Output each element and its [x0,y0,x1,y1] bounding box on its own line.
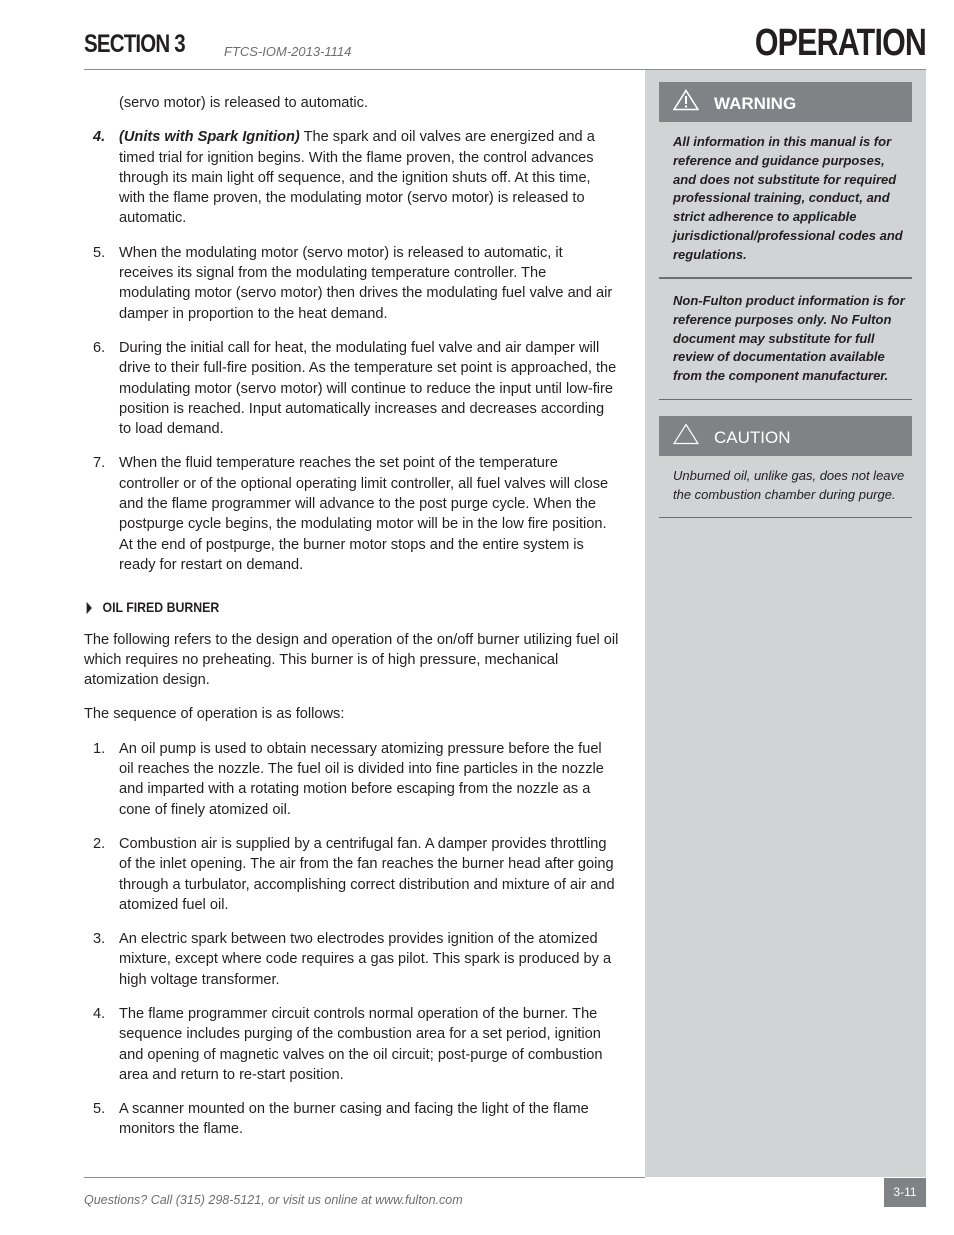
list-item [84,453,619,575]
page-number: 3-11 [884,1178,926,1207]
sequence-list [84,739,619,1140]
list-item [84,127,619,228]
caution-text: Unburned oil, unlike gas, does not leave the combustion chamber during purge. [673,468,905,502]
list-number: 3. [93,931,106,948]
list-item-text: When the fluid temperature reaches the set point of the temperature controller or of the optional operating limit controller, all fuel valves will close and the flame programmer will advance to the post purge cycle. When the postpurge cycle begins, the modulating motor will be in the low fire position. At the end of postpurge, the burner motor stops and the entire system is ready for restart on demand. [119,455,609,573]
list-number: 2. [93,835,106,852]
continued-text: (servo motor) is released to automatic. [119,95,368,111]
list-item [84,929,619,990]
document-id: FTCS-IOM-2013-1114 [224,44,352,59]
list-item-text: When the modulating motor (servo motor) is released to automatic, it receives its signal from the modulating temperature controller. The modulating motor (servo motor) then drives the modulating fuel valve and air damper in proportion to the heat demand. [119,244,613,322]
caution-bottom-rule [659,517,912,518]
list-item-text: An electric spark between two electrodes provides ignition of the atomized mixture, except where code requires a gas pilot. This spark is produced by a high voltage transformer. [119,931,612,988]
sequence-intro: The sequence of operation is as follows: [84,706,345,723]
list-number: 1. [93,740,106,757]
page-title: OPERATION [754,22,926,64]
warning-text-general: All information in this manual is for reference and guidance purposes, and does not substitute for required professional training, conduct, and strict adherence to applicable jurisdictional/professional codes and regulations. [673,134,903,262]
list-item [84,243,619,324]
list-item-lead: (Units with Spark Ignition) [119,129,300,146]
list-item [84,1004,619,1085]
list-item-text: The flame programmer circuit controls normal operation of the burner. The sequence includes purging of the combustion area for a set period, ignition and opening of magnetic valves on the oil circuit; post-purge of combustion area and return to re-start position. [119,1005,603,1083]
main-content [84,93,619,1154]
list-number: 6. [93,339,106,356]
list-item-text: Combustion air is supplied by a centrifugal fan. A damper provides throttling of the inlet opening. The air from the fan reaches the burner head after going through a turbulator, accomplishing correct distribution and mixture of air and atomized fuel oil. [119,835,615,913]
triangle-bullet-icon [87,602,92,614]
list-item [84,834,619,915]
caution-header [659,416,912,456]
list-item [84,338,619,439]
warning-header [659,82,912,122]
list-item [84,1099,619,1140]
list-number: 7. [93,455,106,472]
list-number: 4. [93,1005,106,1022]
section-label: SECTION 3 [84,30,185,58]
list-item-text: During the initial call for heat, the modulating fuel valve and air damper will drive to their full-fire position. As the temperature set point is approached, the modulating motor (servo motor) will continue to reduce the input until low-fire position is reached. Input automatically increases and decreases according to load demand. [119,339,617,438]
warning-triangle-icon [673,89,699,116]
list-number: 4. [93,129,106,146]
warning-divider [659,277,912,279]
list-item-text: An oil pump is used to obtain necessary atomizing pressure before the fuel oil reaches the nozzle. The fuel oil is divided into fine particles in the nozzle and imparted with a rotating motion before escaping from the nozzle as a cone of finely atomized oil. [119,740,604,818]
intro-paragraph: The following refers to the design and operation of the on/off burner utilizing fuel oil which requires no preheating. This burner is of high pressure, mechanical atomization design. [84,631,619,689]
list-number: 5. [93,1101,106,1118]
list-number: 5. [93,244,106,261]
list-item [84,739,619,820]
warning-bottom-rule [659,399,912,400]
footer-contact: Questions? Call (315) 298-5121, or visit us online at www.fulton.com [84,1193,463,1207]
caution-label: CAUTION [714,428,791,447]
operation-list-continued [84,127,619,575]
list-item-text: The spark and oil valves are energized and a timed trial for ignition begins. With the flame proven, the control advances through its main light off sequence, and the ignition shuts off. At this time, with the flame proven, the modulating motor (servo motor) is released to automatic. [119,129,595,227]
warning-label: WARNING [714,94,797,113]
subheading-text: OIL FIRED BURNER [102,599,220,616]
subheading-oil-fired-burner [84,597,555,617]
footer-rule [84,1177,645,1178]
warning-text-nonfulton: Non-Fulton product information is for reference purposes only. No Fulton document may substitute for full review of documentation available from the component manufacturer. [673,293,905,384]
list-item-text: A scanner mounted on the burner casing and facing the light of the flame monitors the flame. [119,1101,589,1138]
caution-triangle-icon [673,423,699,450]
